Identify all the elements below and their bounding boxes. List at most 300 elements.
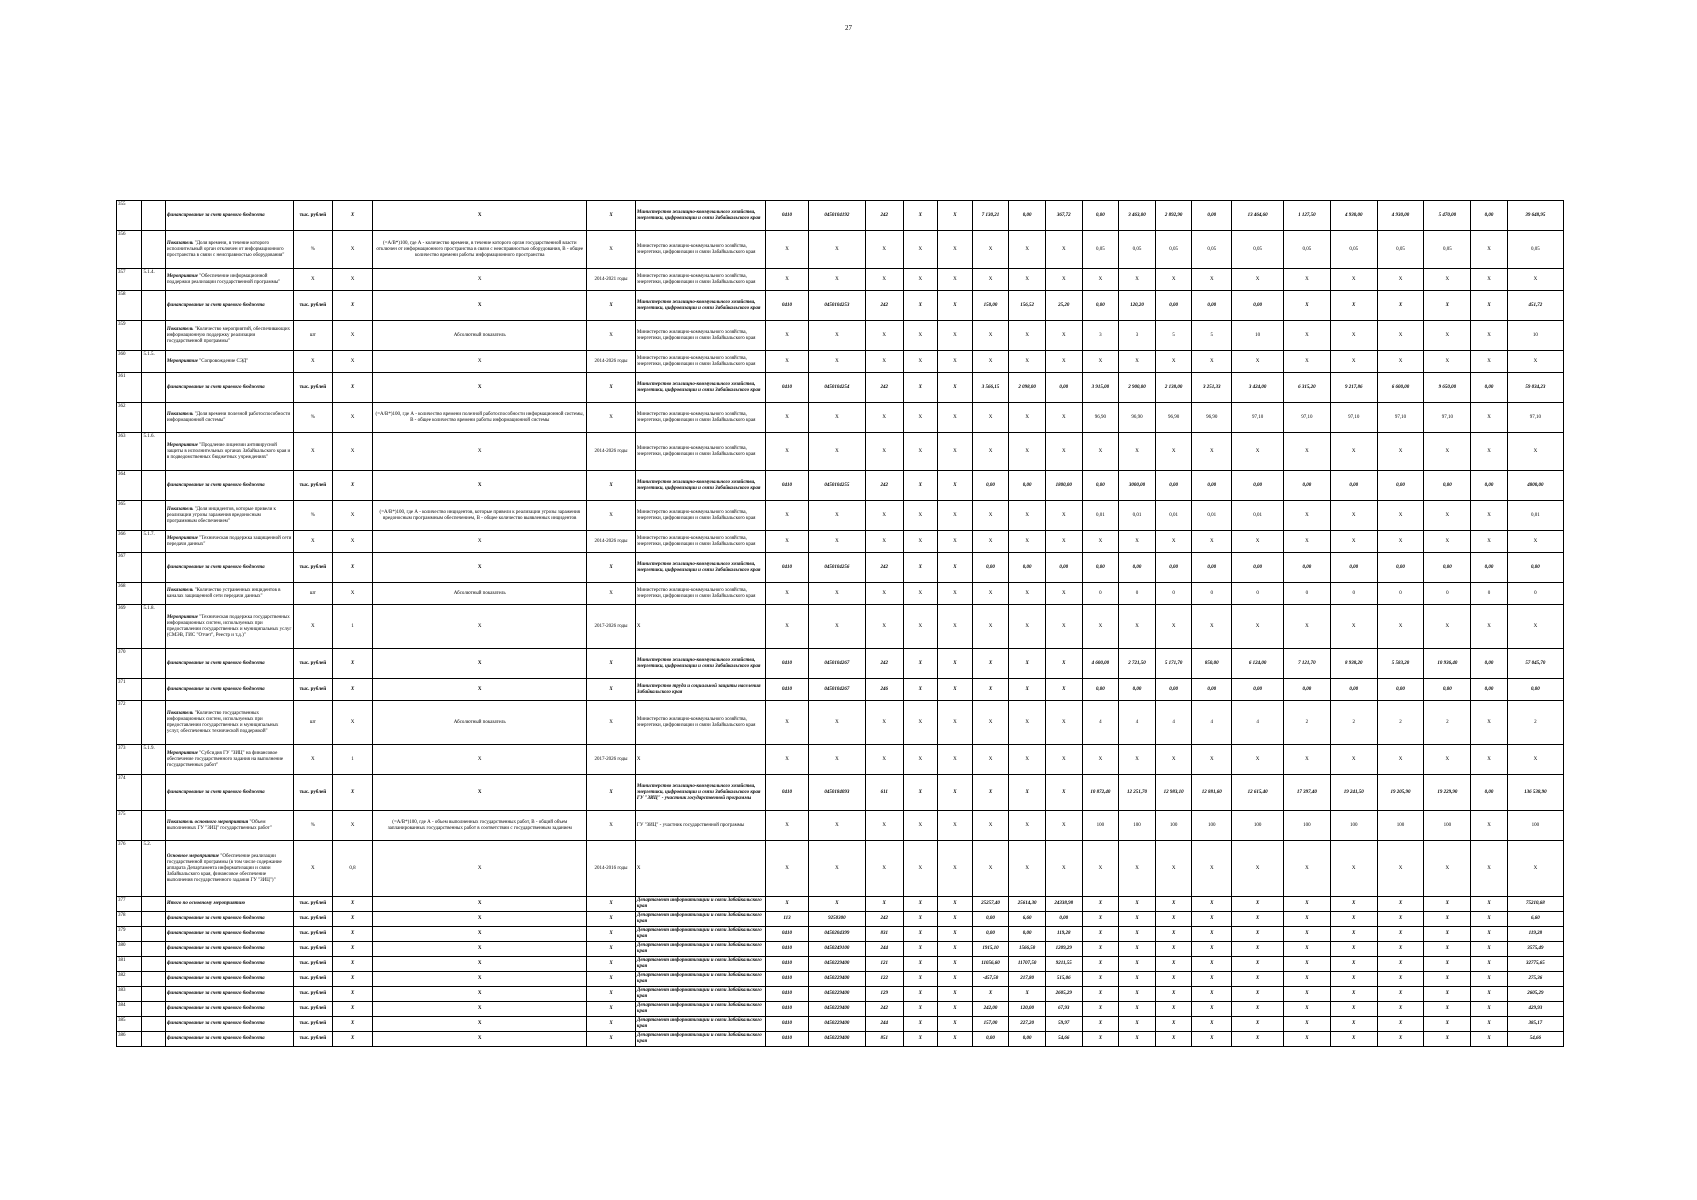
value-cell: 851 xyxy=(865,1032,903,1047)
table-row xyxy=(117,927,1564,942)
period-cell: X xyxy=(587,321,636,351)
value-cell: X xyxy=(903,912,938,927)
row-number-cell: 374 xyxy=(117,775,142,811)
unit-cell: тыс. рублей xyxy=(294,942,333,957)
value-cell: 0,00 xyxy=(1424,471,1471,501)
value-cell: 0,00 xyxy=(1232,553,1284,583)
value-cell: 97,10 xyxy=(1424,403,1471,433)
value-cell: 3575,49 xyxy=(1507,942,1563,957)
value-cell: 4 930,00 xyxy=(1330,201,1377,231)
item-name-text: финансирование за счет краевого бюджета xyxy=(166,916,265,921)
value-cell: X xyxy=(1377,605,1424,649)
value-cell: X xyxy=(938,701,973,745)
item-name-cell xyxy=(165,433,293,471)
value-cell: X xyxy=(903,269,938,291)
value-cell: 19 241,50 xyxy=(1330,775,1377,811)
value-cell: 0,00 xyxy=(1232,471,1284,501)
value-cell: X xyxy=(1009,745,1046,775)
value-cell: X xyxy=(1471,912,1508,927)
value-cell: X xyxy=(938,231,973,269)
item-name-cell xyxy=(165,373,293,403)
row-number-cell: 383 xyxy=(117,987,142,1002)
value-cell: 17 397,40 xyxy=(1284,775,1331,811)
value-cell: X xyxy=(903,231,938,269)
value-cell: 0,00 xyxy=(1284,553,1331,583)
value-cell: X xyxy=(1009,321,1046,351)
value-cell: X xyxy=(972,605,1009,649)
value-cell: X xyxy=(938,745,973,775)
value-cell: X xyxy=(1284,1002,1331,1017)
value-cell: X xyxy=(1284,957,1331,972)
row-number-cell: 382 xyxy=(117,972,142,987)
unit-cell: тыс. рублей xyxy=(294,553,333,583)
item-name-cell xyxy=(165,351,293,373)
value-cell: 2 xyxy=(1330,701,1377,745)
table-row xyxy=(117,811,1564,841)
value-cell: X xyxy=(1424,1032,1471,1047)
value-cell: 0410 xyxy=(766,373,809,403)
value-cell: X xyxy=(1330,942,1377,957)
value-cell: 0410 xyxy=(766,553,809,583)
value-cell: X xyxy=(1232,942,1284,957)
value-cell: 4 600,00 xyxy=(1082,649,1119,679)
item-name-cell xyxy=(165,987,293,1002)
item-name-text: финансирование за счет краевого бюджета xyxy=(166,660,265,666)
item-name-text: финансирование за счет краевого бюджета xyxy=(166,961,265,966)
value-cell: X xyxy=(1507,531,1563,553)
table-row xyxy=(117,605,1564,649)
value-cell: 0,00 xyxy=(1507,553,1563,583)
executor-cell: Министерство жилищно-коммунального хозяйства, энергетики, цифровизации и связи Забайкальского края xyxy=(635,351,765,373)
item-code-cell xyxy=(142,231,165,269)
value-cell: X xyxy=(938,912,973,927)
value-cell: X xyxy=(1424,501,1471,531)
value-cell: X xyxy=(1192,912,1232,927)
value-cell: 2 xyxy=(1507,701,1563,745)
value-cell: X xyxy=(1377,745,1424,775)
value-cell: 0,00 xyxy=(1471,679,1508,701)
value-cell: X xyxy=(1424,897,1471,912)
value-cell: X xyxy=(1284,942,1331,957)
table-row xyxy=(117,291,1564,321)
value-cell: 0,00 xyxy=(1119,679,1156,701)
value-cell: X xyxy=(1471,1017,1508,1032)
value-cell: X xyxy=(1330,531,1377,553)
value-cell: X xyxy=(1471,841,1508,897)
base-cell: X xyxy=(332,433,373,471)
base-cell: 0,8 xyxy=(332,841,373,897)
value-cell: X xyxy=(903,957,938,972)
value-cell: X xyxy=(1119,1017,1156,1032)
value-cell: 242 xyxy=(865,1002,903,1017)
item-name-text: "Количество устраненных инцидентов в каналах защищенной сети передачи данных" xyxy=(166,587,281,599)
executor-cell: Министерство жилищно-коммунального хозяйства, энергетики, цифровизации и связи Забайкальского края xyxy=(635,531,765,553)
value-cell: X xyxy=(1330,433,1377,471)
value-cell: X xyxy=(1119,531,1156,553)
value-cell: 242 xyxy=(865,201,903,231)
item-code-cell xyxy=(142,1017,165,1032)
value-cell: 0410 xyxy=(766,1017,809,1032)
value-cell: X xyxy=(1119,957,1156,972)
item-type-label: Мероприятие xyxy=(166,535,198,541)
item-code-cell xyxy=(142,1032,165,1047)
unit-cell: X xyxy=(294,841,333,897)
item-code-cell xyxy=(142,649,165,679)
value-cell: X xyxy=(972,433,1009,471)
value-cell: X xyxy=(903,501,938,531)
value-cell: X xyxy=(938,433,973,471)
item-name-text: финансирование за счет краевого бюджета xyxy=(166,564,265,570)
table-row xyxy=(117,373,1564,403)
value-cell: 275,36 xyxy=(1507,972,1563,987)
value-cell: X xyxy=(1471,531,1508,553)
value-cell: 2 xyxy=(1284,701,1331,745)
value-cell: X xyxy=(1507,433,1563,471)
formula-cell: X xyxy=(373,972,587,987)
value-cell: 4 xyxy=(1082,701,1119,745)
table-row xyxy=(117,471,1564,501)
item-name-text: "Техническая поддержка государственных информационных систем, используемых при предоставлении государственных и муниципальных услуг (СМЭВ, ГИС "Отчет", Реестр и т.д.)" xyxy=(166,614,292,638)
value-cell: X xyxy=(808,231,865,269)
item-name-text: финансирование за счет краевого бюджета xyxy=(166,212,265,218)
value-cell: X xyxy=(1119,605,1156,649)
period-cell: 2014-2026 годы xyxy=(587,531,636,553)
value-cell: 97,10 xyxy=(1232,403,1284,433)
value-cell: 0,01 xyxy=(1507,501,1563,531)
value-cell: 2 721,50 xyxy=(1119,649,1156,679)
value-cell: X xyxy=(1119,942,1156,957)
value-cell: 0410 xyxy=(766,471,809,501)
value-cell: 0 xyxy=(1082,583,1119,605)
unit-cell: шт xyxy=(294,583,333,605)
table-row xyxy=(117,987,1564,1002)
item-name-text: "Обеспечение реализации государственной программы (в том числе содержание аппарата Департамента информатизации и связи Забайкальского края, финансовое обеспечение выполнения государственного задания ГУ "ЗИЦ")" xyxy=(166,853,282,883)
value-cell: X xyxy=(1155,1032,1192,1047)
value-cell: 0,00 xyxy=(1009,471,1046,501)
period-cell: X xyxy=(587,291,636,321)
value-cell: 0450104267 xyxy=(808,679,865,701)
value-cell: X xyxy=(1471,811,1508,841)
executor-cell: Департамент информатизации и связи Забайкальского края xyxy=(635,927,765,942)
item-type-label: Мероприятие xyxy=(166,358,198,364)
value-cell: X xyxy=(1330,501,1377,531)
value-cell: 19 205,90 xyxy=(1377,775,1424,811)
value-cell: 0,00 xyxy=(1471,649,1508,679)
period-cell: 2017-2026 годы xyxy=(587,605,636,649)
formula-cell: (=A/B*)100, где А - количество инцидентов, которые привели к реализации угрозы заражения вредоносным программным обеспечением, В - общее количество выявленных инцидентов xyxy=(373,501,587,531)
formula-cell: X xyxy=(373,605,587,649)
value-cell: 97,10 xyxy=(1507,403,1563,433)
value-cell: 2 892,90 xyxy=(1155,201,1192,231)
value-cell: X xyxy=(938,811,973,841)
formula-cell: X xyxy=(373,1017,587,1032)
value-cell: 3 915,00 xyxy=(1082,373,1119,403)
value-cell: X xyxy=(938,201,973,231)
value-cell: X xyxy=(1192,1017,1232,1032)
value-cell: X xyxy=(1232,605,1284,649)
value-cell: X xyxy=(1330,351,1377,373)
value-cell: 242 xyxy=(865,291,903,321)
value-cell: 97,10 xyxy=(1284,403,1331,433)
table-row xyxy=(117,501,1564,531)
value-cell: X xyxy=(938,972,973,987)
row-number-cell: 369 xyxy=(117,605,142,649)
base-cell: X xyxy=(332,679,373,701)
value-cell: 3 463,00 xyxy=(1119,201,1156,231)
unit-cell: тыс. рублей xyxy=(294,912,333,927)
formula-cell: X xyxy=(373,201,587,231)
value-cell: 9250300 xyxy=(808,912,865,927)
value-cell: 0 xyxy=(1424,583,1471,605)
value-cell: 0,01 xyxy=(1082,501,1119,531)
value-cell: X xyxy=(1045,433,1082,471)
value-cell: 7 121,70 xyxy=(1284,649,1331,679)
period-cell: X xyxy=(587,231,636,269)
value-cell: X xyxy=(938,605,973,649)
item-code-cell xyxy=(142,201,165,231)
value-cell: X xyxy=(1507,351,1563,373)
value-cell: X xyxy=(1119,987,1156,1002)
item-code-cell xyxy=(142,927,165,942)
value-cell: 19 229,90 xyxy=(1424,775,1471,811)
item-name-cell xyxy=(165,231,293,269)
row-number-cell: 380 xyxy=(117,942,142,957)
value-cell: X xyxy=(938,471,973,501)
table-row xyxy=(117,553,1564,583)
value-cell: X xyxy=(1377,927,1424,942)
formula-cell: (=A/B*)100, где А - количество времени полезной работоспособности информационной системы, В - общее количество времени работы информационной системы xyxy=(373,403,587,433)
value-cell: X xyxy=(972,269,1009,291)
unit-cell: % xyxy=(294,231,333,269)
unit-cell: тыс. рублей xyxy=(294,972,333,987)
value-cell: X xyxy=(1045,605,1082,649)
item-code-cell xyxy=(142,373,165,403)
value-cell: X xyxy=(903,775,938,811)
value-cell: X xyxy=(1471,433,1508,471)
value-cell: X xyxy=(972,531,1009,553)
formula-cell: X xyxy=(373,841,587,897)
table-row xyxy=(117,649,1564,679)
value-cell: X xyxy=(938,649,973,679)
value-cell: X xyxy=(972,403,1009,433)
value-cell: X xyxy=(1377,912,1424,927)
value-cell: X xyxy=(1471,942,1508,957)
item-name-cell xyxy=(165,403,293,433)
unit-cell: % xyxy=(294,403,333,433)
item-name-text: финансирование за счет краевого бюджета xyxy=(166,976,265,981)
value-cell: X xyxy=(1424,605,1471,649)
item-name-cell xyxy=(165,701,293,745)
value-cell: 96,90 xyxy=(1192,403,1232,433)
item-code-cell: 5.1.7. xyxy=(142,531,165,553)
value-cell: X xyxy=(903,201,938,231)
value-cell: 100 xyxy=(1284,811,1331,841)
item-name-cell xyxy=(165,942,293,957)
value-cell: 100 xyxy=(1232,811,1284,841)
value-cell: X xyxy=(938,775,973,811)
value-cell: X xyxy=(1471,291,1508,321)
value-cell: X xyxy=(766,403,809,433)
value-cell: 121 xyxy=(865,957,903,972)
value-cell: 0,00 xyxy=(1082,471,1119,501)
value-cell: X xyxy=(1192,957,1232,972)
formula-cell: X xyxy=(373,987,587,1002)
value-cell: 244 xyxy=(865,942,903,957)
value-cell: 0,00 xyxy=(1045,912,1082,927)
item-name-text: "Доля времени полезной работоспособности информационной системы" xyxy=(166,411,291,423)
value-cell: 0410 xyxy=(766,1002,809,1017)
row-number-cell: 371 xyxy=(117,679,142,701)
value-cell: 6,60 xyxy=(1009,912,1046,927)
value-cell: X xyxy=(1232,912,1284,927)
value-cell: X xyxy=(903,701,938,745)
value-cell: X xyxy=(938,553,973,583)
value-cell: X xyxy=(1192,269,1232,291)
value-cell: X xyxy=(903,1002,938,1017)
item-name-cell xyxy=(165,201,293,231)
value-cell: X xyxy=(938,987,973,1002)
value-cell: X xyxy=(1284,897,1331,912)
unit-cell: тыс. рублей xyxy=(294,927,333,942)
base-cell: 1 xyxy=(332,605,373,649)
base-cell: X xyxy=(332,649,373,679)
value-cell: 611 xyxy=(865,775,903,811)
value-cell: 242 xyxy=(865,912,903,927)
value-cell: 9211,55 xyxy=(1045,957,1082,972)
value-cell: 0,01 xyxy=(1192,501,1232,531)
value-cell: 0410 xyxy=(766,927,809,942)
executor-cell: Департамент информатизации и связи Забайкальского края xyxy=(635,942,765,957)
item-code-cell: 5.1.9. xyxy=(142,745,165,775)
item-code-cell xyxy=(142,987,165,1002)
formula-cell: X xyxy=(373,897,587,912)
value-cell: 0,00 xyxy=(1471,373,1508,403)
unit-cell: X xyxy=(294,745,333,775)
value-cell: X xyxy=(903,811,938,841)
value-cell: X xyxy=(1045,701,1082,745)
value-cell: 0,00 xyxy=(1082,201,1119,231)
item-code-cell xyxy=(142,775,165,811)
value-cell: 0410 xyxy=(766,679,809,701)
item-type-label: Показатель xyxy=(166,326,194,332)
value-cell: 227,20 xyxy=(1009,1017,1046,1032)
value-cell: 0,00 xyxy=(1232,291,1284,321)
value-cell: X xyxy=(1155,987,1192,1002)
unit-cell: тыс. рублей xyxy=(294,679,333,701)
item-code-cell xyxy=(142,583,165,605)
value-cell: X xyxy=(972,231,1009,269)
value-cell: X xyxy=(1471,701,1508,745)
value-cell: 0,00 xyxy=(972,553,1009,583)
row-number-cell: 381 xyxy=(117,957,142,972)
item-name-cell xyxy=(165,912,293,927)
value-cell: X xyxy=(972,351,1009,373)
executor-cell: Министерство жилищно-коммунального хозяйства, энергетики, цифровизации и связи Забайкальского края xyxy=(635,231,765,269)
value-cell: 0 xyxy=(1377,583,1424,605)
value-cell: X xyxy=(1155,897,1192,912)
base-cell: X xyxy=(332,291,373,321)
value-cell: X xyxy=(938,942,973,957)
executor-cell: Министерство жилищно-коммунального хозяйства, энергетики, цифровизации и связи Забайкальского края xyxy=(635,433,765,471)
value-cell: 129 xyxy=(865,987,903,1002)
formula-cell: X xyxy=(373,775,587,811)
value-cell: 9 650,00 xyxy=(1424,373,1471,403)
base-cell: X xyxy=(332,373,373,403)
value-cell: X xyxy=(1192,531,1232,553)
value-cell: X xyxy=(1424,972,1471,987)
value-cell: 3 566,15 xyxy=(972,373,1009,403)
unit-cell: тыс. рублей xyxy=(294,471,333,501)
value-cell: X xyxy=(1377,1002,1424,1017)
value-cell: X xyxy=(1119,433,1156,471)
value-cell: X xyxy=(1009,775,1046,811)
value-cell: X xyxy=(1009,531,1046,553)
value-cell: X xyxy=(972,679,1009,701)
value-cell: X xyxy=(972,775,1009,811)
item-name-cell xyxy=(165,583,293,605)
period-cell: X xyxy=(587,701,636,745)
value-cell: X xyxy=(1284,1017,1331,1032)
formula-cell: X xyxy=(373,942,587,957)
value-cell: 0,05 xyxy=(1119,231,1156,269)
value-cell: X xyxy=(903,1017,938,1032)
value-cell: X xyxy=(1192,605,1232,649)
value-cell: X xyxy=(903,745,938,775)
value-cell: 150,00 xyxy=(972,291,1009,321)
value-cell: X xyxy=(1082,269,1119,291)
row-number-cell: 375 xyxy=(117,811,142,841)
value-cell: X xyxy=(1009,269,1046,291)
table-row xyxy=(117,912,1564,927)
value-cell: X xyxy=(1045,841,1082,897)
value-cell: X xyxy=(1377,987,1424,1002)
value-cell: X xyxy=(766,897,809,912)
value-cell: X xyxy=(938,321,973,351)
value-cell: X xyxy=(1045,679,1082,701)
value-cell: 157,00 xyxy=(972,1017,1009,1032)
executor-cell: Департамент информатизации и связи Забайкальского края xyxy=(635,957,765,972)
value-cell: 0,00 xyxy=(1155,679,1192,701)
row-number-cell: 370 xyxy=(117,649,142,679)
value-cell: X xyxy=(766,701,809,745)
unit-cell: тыс. рублей xyxy=(294,291,333,321)
value-cell: X xyxy=(1045,403,1082,433)
base-cell: X xyxy=(332,942,373,957)
table-row xyxy=(117,433,1564,471)
executor-cell: Департамент информатизации и связи Забайкальского края xyxy=(635,912,765,927)
value-cell: X xyxy=(1284,351,1331,373)
item-type-label: Мероприятие xyxy=(166,442,198,448)
unit-cell: тыс. рублей xyxy=(294,987,333,1002)
executor-cell: Министерство жилищно-коммунального хозяйства, энергетики, цифровизации и связи Забайкальского края xyxy=(635,201,765,231)
value-cell: X xyxy=(1330,269,1377,291)
executor-cell: Министерство жилищно-коммунального хозяйства, энергетики, цифровизации и связи Забайкальского края xyxy=(635,373,765,403)
value-cell: X xyxy=(1330,1032,1377,1047)
value-cell: 2605,29 xyxy=(1045,987,1082,1002)
value-cell: X xyxy=(766,269,809,291)
value-cell: X xyxy=(1377,1032,1424,1047)
value-cell: X xyxy=(1377,942,1424,957)
value-cell: 10 xyxy=(1507,321,1563,351)
value-cell: X xyxy=(808,351,865,373)
value-cell: 6 600,00 xyxy=(1377,373,1424,403)
value-cell: 0 xyxy=(1507,583,1563,605)
value-cell: 0450104256 xyxy=(808,553,865,583)
value-cell: 367,72 xyxy=(1045,201,1082,231)
item-name-cell xyxy=(165,897,293,912)
value-cell: X xyxy=(1082,1017,1119,1032)
row-number-cell: 376 xyxy=(117,841,142,897)
